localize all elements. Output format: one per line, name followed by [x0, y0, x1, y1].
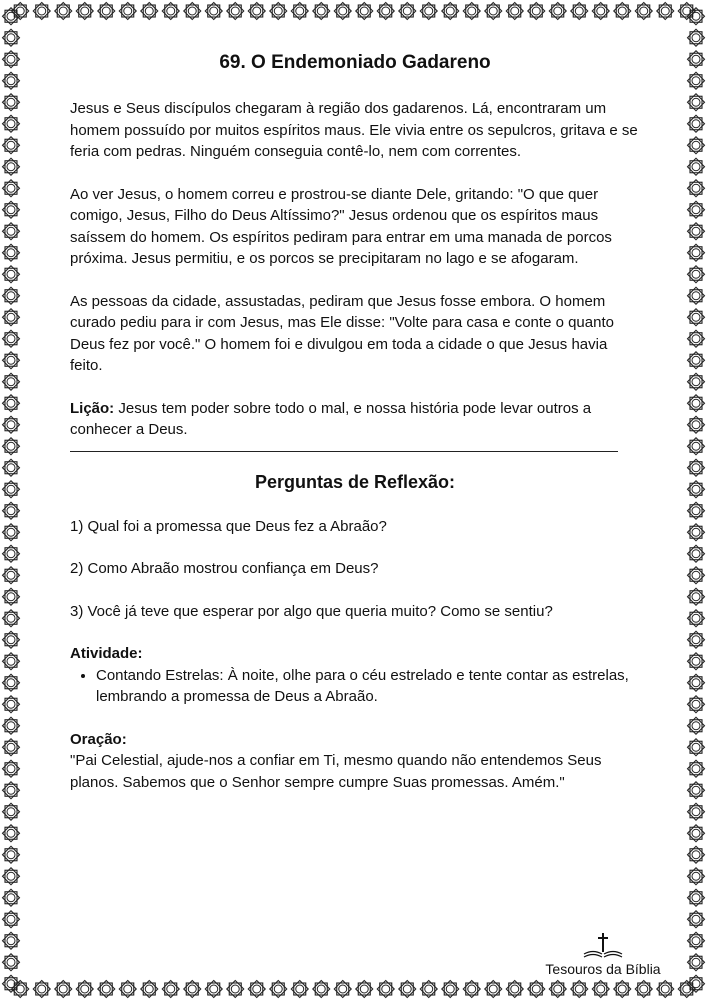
- border-ornament: [442, 981, 459, 998]
- border-ornament: [688, 8, 705, 25]
- border-ornament: [3, 287, 20, 304]
- border-ornament: [3, 115, 20, 132]
- border-ornament: [688, 567, 705, 584]
- border-ornament: [688, 481, 705, 498]
- footer-brand: [533, 932, 673, 978]
- border-ornament: [313, 3, 330, 20]
- ornamental-border-left: [0, 0, 22, 1000]
- border-ornament: [3, 868, 20, 885]
- border-ornament: [33, 3, 50, 20]
- border-left-svg: [0, 0, 22, 1000]
- border-ornament: [399, 3, 416, 20]
- border-ornament: [688, 459, 705, 476]
- border-ornament: [377, 3, 394, 20]
- border-ornament: [688, 846, 705, 863]
- border-ornament: [688, 739, 705, 756]
- border-ornament: [506, 3, 523, 20]
- prayer-text: "Pai Celestial, ajude-nos a confiar em Ti, mesmo quando não entendemos Seus planos. Sabemos que o Senhor sempre cumpre Suas promessas. Amém.": [70, 752, 602, 791]
- border-ornament: [3, 72, 20, 89]
- border-ornament: [3, 438, 20, 455]
- border-ornament: [162, 3, 179, 20]
- border-ornament: [76, 3, 93, 20]
- border-ornament: [313, 981, 330, 998]
- border-ornament: [3, 94, 20, 111]
- border-ornament: [592, 981, 609, 998]
- border-ornament: [688, 674, 705, 691]
- border-ornament: [3, 29, 20, 46]
- border-ornament: [3, 524, 20, 541]
- border-ornament: [528, 981, 545, 998]
- border-ornament: [98, 3, 115, 20]
- border-ornament: [3, 717, 20, 734]
- border-ornament: [3, 395, 20, 412]
- border-ornament: [356, 981, 373, 998]
- border-ornament: [688, 631, 705, 648]
- border-ornament: [3, 760, 20, 777]
- story-paragraph-2: Ao ver Jesus, o homem correu e prostrou-se diante Dele, gritando: "O que quer comigo, Jesus, Filho do Deus Altíssimo?" Jesus ordenou que os espíritos maus saíssem do homem. Os espíritos pediram para entrar em uma manada de porcos próxima. Jesus permitiu, e os porcos se precipitaram no lago e se afogaram.: [70, 185, 612, 267]
- border-ornament: [688, 266, 705, 283]
- border-ornament: [248, 3, 265, 20]
- story-paragraph-3: As pessoas da cidade, assustadas, pediram que Jesus fosse embora. O homem curado pediu para ir com Jesus, mas Ele disse: "Volte para casa e conte o quanto Deus fez por você." O homem foi e divulgou em toda a cidade o que Jesus havia feito.: [70, 292, 614, 374]
- border-ornament: [688, 201, 705, 218]
- border-ornament: [3, 352, 20, 369]
- border-ornament: [635, 981, 652, 998]
- border-ornament: [592, 3, 609, 20]
- border-ornament: [485, 981, 502, 998]
- border-ornament: [549, 981, 566, 998]
- border-ornament: [688, 502, 705, 519]
- border-ornament: [506, 981, 523, 998]
- border-ornament: [3, 545, 20, 562]
- border-ornament: [688, 932, 705, 949]
- border-ornament: [205, 981, 222, 998]
- border-ornament: [688, 653, 705, 670]
- border-ornament: [688, 545, 705, 562]
- border-ornament: [162, 981, 179, 998]
- border-ornament: [688, 244, 705, 261]
- border-ornament: [3, 373, 20, 390]
- border-ornament: [678, 981, 695, 998]
- border-bottom-svg: [0, 978, 707, 1000]
- border-ornament: [688, 696, 705, 713]
- border-top-svg: [0, 0, 707, 22]
- border-ornament: [688, 51, 705, 68]
- ornamental-border-top: [0, 0, 707, 22]
- footer-brand-text: Tesouros da Bíblia: [545, 961, 661, 977]
- border-ornament: [688, 137, 705, 154]
- border-ornament: [3, 782, 20, 799]
- border-ornament: [688, 825, 705, 842]
- border-ornament: [3, 588, 20, 605]
- page-title: 69. O Endemoniado Gadareno: [219, 52, 491, 73]
- border-ornament: [291, 981, 308, 998]
- border-ornament: [119, 3, 136, 20]
- border-ornament: [119, 981, 136, 998]
- border-ornament: [688, 29, 705, 46]
- border-ornament: [3, 911, 20, 928]
- border-ornament: [3, 51, 20, 68]
- border-ornament: [141, 3, 158, 20]
- lesson: [70, 398, 640, 441]
- border-ornament: [571, 981, 588, 998]
- border-ornament: [3, 825, 20, 842]
- border-ornament: [688, 610, 705, 627]
- border-ornament: [98, 981, 115, 998]
- border-ornament: [399, 981, 416, 998]
- border-ornament: [377, 981, 394, 998]
- border-ornament: [688, 524, 705, 541]
- border-ornament: [688, 330, 705, 347]
- border-ornament: [688, 438, 705, 455]
- border-ornament: [688, 889, 705, 906]
- border-ornament: [678, 3, 695, 20]
- border-ornament: [688, 911, 705, 928]
- border-ornament: [270, 981, 287, 998]
- border-ornament: [3, 889, 20, 906]
- border-ornament: [3, 567, 20, 584]
- border-ornament: [3, 416, 20, 433]
- border-ornament: [3, 932, 20, 949]
- border-ornament: [3, 244, 20, 261]
- border-ornament: [688, 395, 705, 412]
- worksheet-content: [70, 48, 640, 814]
- ornamental-border-right: [685, 0, 707, 1000]
- reflection-question-3: 3) Você já teve que esperar por algo que queria muito? Como se sentiu?: [70, 602, 553, 620]
- lesson-label: Lição:: [70, 399, 115, 417]
- lesson-text: Jesus tem poder sobre todo o mal, e nossa história pode levar outros a conhecer a Deus.: [70, 399, 592, 438]
- border-ornament: [334, 981, 351, 998]
- border-ornament: [55, 981, 72, 998]
- border-ornament: [3, 696, 20, 713]
- border-ornament: [688, 868, 705, 885]
- prayer-label: Oração:: [70, 730, 127, 748]
- border-ornament: [141, 981, 158, 998]
- border-ornament: [688, 115, 705, 132]
- border-ornament: [3, 846, 20, 863]
- border-ornament: [688, 782, 705, 799]
- border-ornament: [184, 981, 201, 998]
- border-ornament: [3, 631, 20, 648]
- border-ornament: [3, 180, 20, 197]
- border-ornament: [33, 981, 50, 998]
- border-ornament: [420, 3, 437, 20]
- border-ornament: [688, 158, 705, 175]
- border-ornament: [571, 3, 588, 20]
- border-ornament: [291, 3, 308, 20]
- border-ornament: [334, 3, 351, 20]
- border-ornament: [3, 674, 20, 691]
- border-ornament: [657, 3, 674, 20]
- border-ornament: [184, 3, 201, 20]
- border-ornament: [227, 981, 244, 998]
- border-ornament: [463, 3, 480, 20]
- border-ornament: [528, 3, 545, 20]
- border-ornament: [3, 954, 20, 971]
- open-bible-cross-icon: [581, 932, 625, 960]
- border-ornament: [3, 8, 20, 25]
- border-ornament: [55, 3, 72, 20]
- border-ornament: [688, 72, 705, 89]
- border-ornament: [485, 3, 502, 20]
- border-ornament: [3, 803, 20, 820]
- activity-label: Atividade:: [70, 645, 143, 662]
- border-ornament: [205, 3, 222, 20]
- border-ornament: [3, 610, 20, 627]
- border-ornament: [688, 975, 705, 992]
- border-ornament: [3, 266, 20, 283]
- border-right-svg: [685, 0, 707, 1000]
- border-ornament: [12, 3, 29, 20]
- reflection-question-2: 2) Como Abraão mostrou confiança em Deus?: [70, 560, 379, 577]
- border-ornament: [614, 981, 631, 998]
- border-ornament: [549, 3, 566, 20]
- border-ornament: [3, 502, 20, 519]
- border-ornament: [3, 223, 20, 240]
- border-ornament: [3, 137, 20, 154]
- reflection-heading: Perguntas de Reflexão:: [254, 471, 456, 492]
- border-ornament: [688, 223, 705, 240]
- border-ornament: [657, 981, 674, 998]
- border-ornament: [76, 981, 93, 998]
- border-ornament: [688, 287, 705, 304]
- border-ornament: [688, 717, 705, 734]
- border-ornament: [3, 201, 20, 218]
- section-divider: [70, 451, 618, 452]
- border-ornament: [270, 3, 287, 20]
- border-ornament: [688, 352, 705, 369]
- border-ornament: [3, 330, 20, 347]
- border-ornament: [688, 760, 705, 777]
- border-ornament: [248, 981, 265, 998]
- border-ornament: [442, 3, 459, 20]
- border-ornament: [463, 981, 480, 998]
- story-paragraph-1: Jesus e Seus discípulos chegaram à região dos gadarenos. Lá, encontraram um homem possuído por muitos espíritos maus. Ele vivia entre os sepulcros, gritava e se feria com pedras. Ninguém conseguia contê-lo, nem com correntes.: [70, 100, 638, 160]
- border-ornament: [3, 975, 20, 992]
- border-ornament: [3, 158, 20, 175]
- border-ornament: [688, 416, 705, 433]
- border-ornament: [420, 981, 437, 998]
- activity-list: [70, 665, 640, 708]
- border-ornament: [688, 309, 705, 326]
- border-ornament: [688, 94, 705, 111]
- border-ornament: [635, 3, 652, 20]
- border-ornament: [3, 653, 20, 670]
- border-ornament: [688, 954, 705, 971]
- border-ornament: [227, 3, 244, 20]
- reflection-question-1: 1) Qual foi a promessa que Deus fez a Abraão?: [70, 517, 387, 535]
- border-ornament: [688, 180, 705, 197]
- border-ornament: [3, 309, 20, 326]
- border-ornament: [688, 803, 705, 820]
- border-ornament: [688, 373, 705, 390]
- border-ornament: [614, 3, 631, 20]
- activity-item: • Contando Estrelas: À noite, olhe para o céu estrelado e tente contar as estrelas, lembrando a promessa de Deus a Abraão.: [96, 665, 640, 708]
- border-ornament: [688, 588, 705, 605]
- border-ornament: [12, 981, 29, 998]
- ornamental-border-bottom: [0, 978, 707, 1000]
- border-ornament: [3, 739, 20, 756]
- border-ornament: [356, 3, 373, 20]
- border-ornament: [3, 459, 20, 476]
- border-ornament: [3, 481, 20, 498]
